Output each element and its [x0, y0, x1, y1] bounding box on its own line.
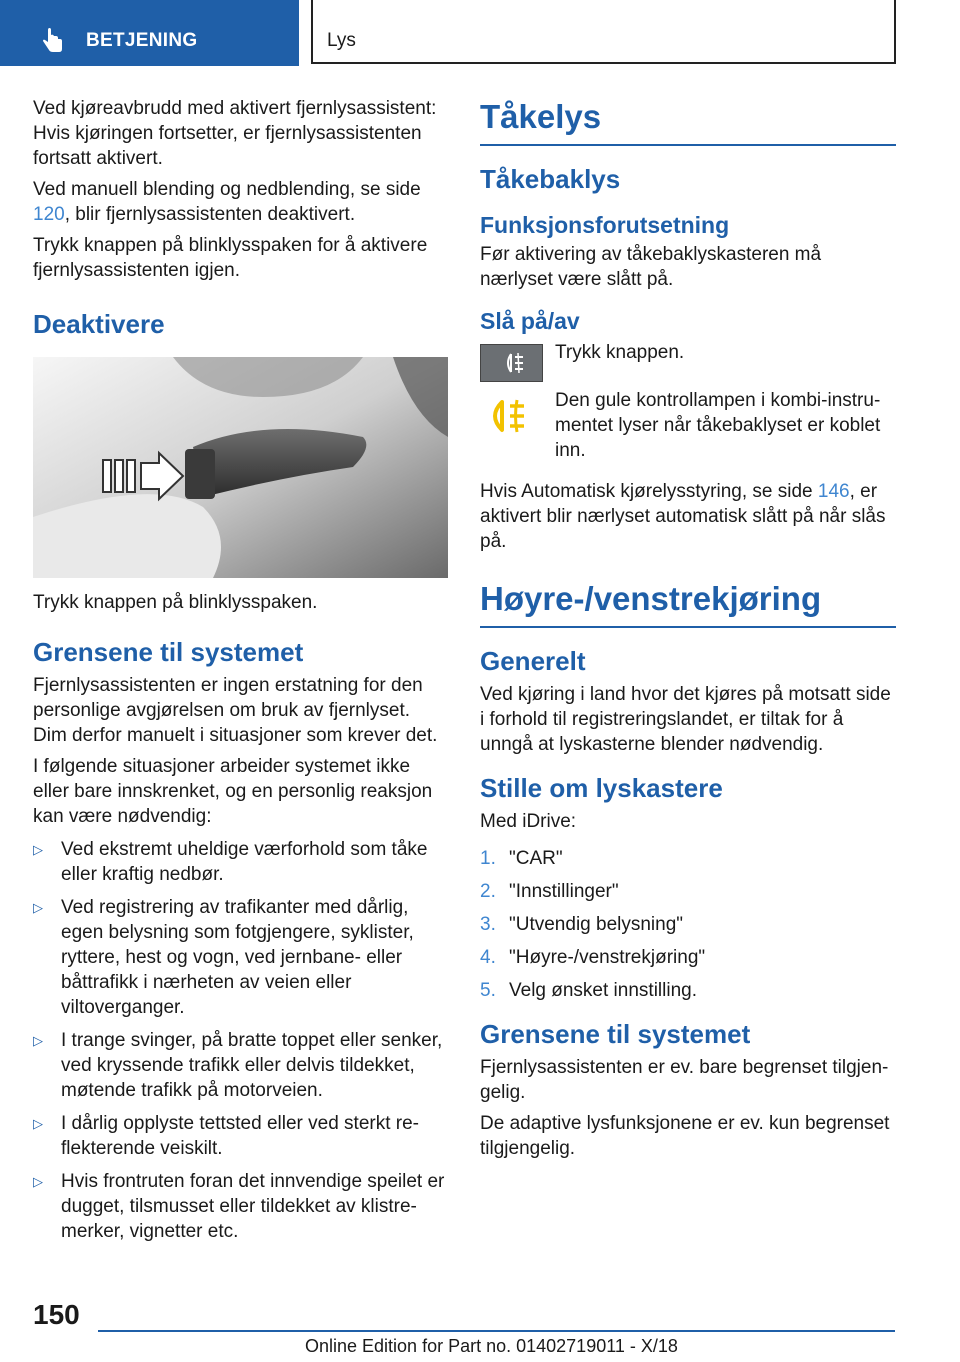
chapter-box — [311, 0, 896, 64]
indicator-text: Den gule kontrollampen i kombi-instrumentet lyser når tåkebaklyset er koblet inn. — [555, 390, 881, 461]
list-item-text: I trange svinger, på bratte toppet eller senker, ved kryssende trafikk eller delvis tildekket, møtende trafikk på motorveien. — [61, 1030, 443, 1101]
photo-caption: Trykk knappen på blinklysspaken. — [33, 592, 318, 613]
list-item — [33, 837, 448, 887]
bullet-triangle-icon: ▷ — [33, 842, 43, 857]
heading-takelys: Tåkelys — [480, 96, 896, 146]
bullet-triangle-icon: ▷ — [33, 1033, 43, 1048]
paragraph-idrive: Med iDrive: — [480, 811, 577, 832]
steps-list — [480, 846, 896, 1003]
heading-grensene-2: Grensene til systemet — [480, 1019, 751, 1049]
hand-pointer-icon — [40, 28, 66, 54]
press-button-text: Trykk knappen. — [555, 342, 685, 363]
button-instruction-row — [480, 344, 896, 382]
edition-text: Online Edition for Part no. 01402719011 - X/18 — [305, 1336, 678, 1356]
paragraph-no-substitute: Fjernlysassistenten er ingen erstatning for den personlige avgjørelsen om bruk av fjernlyset. Dim derfor manuelt i situasjoner som krever det. — [33, 675, 438, 746]
step-number: 1. — [480, 848, 496, 869]
footer-divider — [98, 1330, 895, 1332]
indicator-instruction-row — [480, 392, 896, 469]
list-item — [33, 895, 448, 1020]
step-number: 4. — [480, 947, 496, 968]
step-text: Velg ønsket innstilling. — [509, 980, 697, 1001]
text-fragment: Ved manuell blending og nedblending, se side — [33, 179, 421, 200]
list-item — [33, 1169, 448, 1244]
list-item-text: I dårlig opplyste tettsted eller ved sterkt reflekterende veiskilt. — [61, 1113, 419, 1159]
text-fragment: , blir fjernlysassistenten deaktivert. — [64, 204, 356, 225]
paragraph-limited-1: Fjernlysassistenten er ev. bare begrenset tilgjengelig. — [480, 1057, 889, 1103]
step-number: 5. — [480, 980, 496, 1001]
rear-fog-indicator-icon — [480, 392, 543, 440]
step-text: "Innstillinger" — [509, 881, 619, 902]
chapter-label: Lys — [327, 30, 356, 51]
paragraph-interruption: Ved kjøreavbrudd med aktivert fjernlysassistent: Hvis kjøringen fortsetter, er fjernlysassistenten fortsatt aktivert. — [33, 98, 437, 169]
text-fragment: Hvis Automatisk kjørelysstyring, se side — [480, 481, 818, 502]
heading-funksjonsforutsetning: Funksjonsforutsetning — [480, 212, 730, 238]
heading-takebaklys: Tåkebaklys — [480, 164, 621, 194]
list-item — [480, 912, 896, 937]
page-number: 150 — [33, 1299, 80, 1330]
paragraph-general: Ved kjøring i land hvor det kjøres på motsatt side i forhold til registreringslandet, er tiltak for å unngå at lyskasterne blender nødvendig. — [480, 684, 891, 755]
heading-hoyre-venstre: Høyre-/venstrekjøring — [480, 578, 896, 628]
step-text: "Høyre-/venstrekjøring" — [509, 947, 706, 968]
paragraph-manual-dimming — [33, 177, 448, 227]
limitations-list — [33, 837, 448, 1244]
page-header — [0, 0, 960, 66]
turn-signal-stalk-photo — [33, 357, 448, 578]
heading-deaktivere: Deaktivere — [33, 309, 165, 339]
stalk-illustration — [33, 357, 448, 578]
bullet-triangle-icon: ▷ — [33, 900, 43, 915]
list-item-text: Hvis frontruten foran det innvendige speilet er dugget, tilsmusset eller tildekket av klistremerker, vignetter etc. — [61, 1171, 445, 1242]
step-text: "CAR" — [509, 848, 563, 869]
list-item — [480, 978, 896, 1003]
list-item-text: Ved ekstremt uheldige værforhold som tåke eller kraftig nedbør. — [61, 839, 428, 885]
heading-generelt: Generelt — [480, 646, 586, 676]
section-label: BETJENING — [86, 30, 198, 51]
left-column — [33, 96, 448, 1252]
list-item-text: Ved registrering av trafikanter med dårlig, egen belysning som fotgjengere, syklister, ryttere, hest og vogn, ved jernbane- eller båttrafikk i nærheten av veien eller viltoverganger. — [61, 897, 414, 1018]
right-column — [480, 96, 896, 1167]
list-item — [480, 945, 896, 970]
bullet-triangle-icon: ▷ — [33, 1174, 43, 1189]
paragraph-reactivate: Trykk knappen på blinklysspaken for å aktivere fjernlysassistenten igjen. — [33, 235, 428, 281]
paragraph-situations: I følgende situasjoner arbeider systemet ikke eller bare innskrenket, og en personlig reaksjon kan være nødvendig: — [33, 756, 433, 827]
text-fragment: , er aktivert blir nærlyset automatisk slått på når slås på. — [480, 481, 886, 552]
heading-stille-om: Stille om lyskastere — [480, 773, 723, 803]
page-link-120[interactable]: 120 — [33, 204, 65, 225]
step-number: 3. — [480, 914, 496, 935]
list-item — [33, 1028, 448, 1103]
bullet-triangle-icon: ▷ — [33, 1116, 43, 1131]
fog-light-button-icon — [480, 344, 543, 382]
list-item — [480, 846, 896, 871]
section-tab — [0, 0, 299, 66]
heading-slaa-paa-av: Slå på/av — [480, 308, 580, 334]
paragraph-prerequisite: Før aktivering av tåkebaklyskasteren må nærlyset være slått på. — [480, 244, 822, 290]
paragraph-auto-lights — [480, 479, 896, 554]
step-text: "Utvendig belysning" — [509, 914, 684, 935]
list-item — [480, 879, 896, 904]
heading-grensene: Grensene til systemet — [33, 637, 304, 667]
page-link-146[interactable]: 146 — [817, 481, 850, 502]
paragraph-limited-2: De adaptive lysfunksjonene er ev. kun begrenset tilgjengelig. — [480, 1113, 890, 1159]
step-number: 2. — [480, 881, 496, 902]
list-item — [33, 1111, 448, 1161]
